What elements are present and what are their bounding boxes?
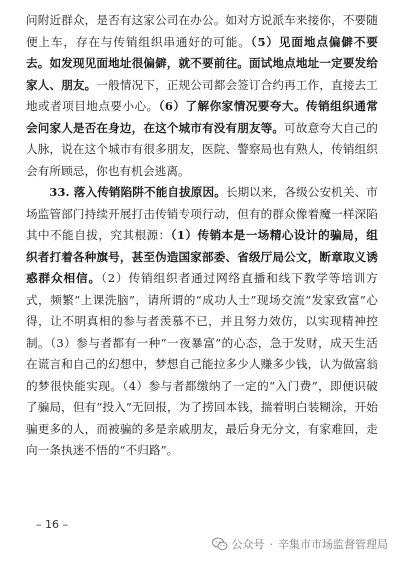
body-text bbox=[26, 10, 378, 462]
paragraph-section-33 bbox=[26, 182, 378, 462]
text-run: 问附近群众，是否有这家公司在办公。如对方说派车来接你，不要随便上车，存在与传销组织串通好的可能。 bbox=[26, 13, 378, 49]
watermark-prefix: 公众号 bbox=[231, 538, 265, 551]
page-number: – 16 – bbox=[36, 518, 68, 531]
watermark-account: 辛集市市场监督管理局 bbox=[278, 538, 388, 551]
wechat-watermark bbox=[212, 536, 389, 552]
wechat-icon bbox=[212, 537, 228, 551]
text-run: 可故意夸大自己的人脉，说在这个城市有很多朋友，医院、警察局也有熟人，传销组织会有所顾忌，你也有机会逃离。 bbox=[26, 120, 378, 178]
watermark-separator: · bbox=[269, 537, 273, 551]
text-run: （4）参与者都缴纳了一定的“入门费”，即便识破了骗局，但有“投入”无回报，为了捞回本钱，揣着明白装糊涂，开始骗更多的人，而被骗的多是亲戚朋友，最后身无分文，有家难回，走向一条执迷不悟的“不归路”。 bbox=[26, 378, 379, 457]
bold-tip-5: （5）见面地点偏僻不要去。如发现见面地址很偏僻，就不要前往。面试地点地址一定要发给家人、朋友。 bbox=[26, 34, 378, 92]
section-heading-33: 33. 落入传销陷阱不能自拔原因。 bbox=[49, 185, 226, 199]
bold-tip-6: （6）了解你家情况要夸大。传销组织通常会问家人是否在身边，在这个城市有没有朋友等。 bbox=[26, 99, 378, 135]
paragraph-safety-tips bbox=[26, 10, 378, 182]
bold-reason-1: （1）传销本是一场精心设计的骗局，组织者打着各种旗号，甚至伪造国家部委、省级厅局公文，断章取义诱惑群众相信。 bbox=[26, 228, 378, 285]
text-run: （2）传销组织者通过网络直播和线下教学等培训方式，频繁“上课洗脑”，请所谓的“成功人士”现场交流“发家致富”心得，让不明真相的参与者羡慕不已，并且努力效仿，以实现精神控制。 bbox=[26, 271, 378, 350]
text-run: （3）参与者都有一种“一夜暴富”的心态，急于发财，成天生活在谎言和自己的幻想中，梦想自己能拉多少人赚多少钱，认为做富翁的梦很快能实现。 bbox=[26, 335, 379, 393]
text-run: 一般情况下，正规公司都会签订合约再工作，直接去工地或者项目地点要小心。 bbox=[26, 77, 378, 113]
text-run: 长期以来，各级公安机关、市场监管部门持续开展打击传销专项行动，但有的群众像着魔一样深陷其中不能自拔，究其根源： bbox=[26, 185, 378, 242]
